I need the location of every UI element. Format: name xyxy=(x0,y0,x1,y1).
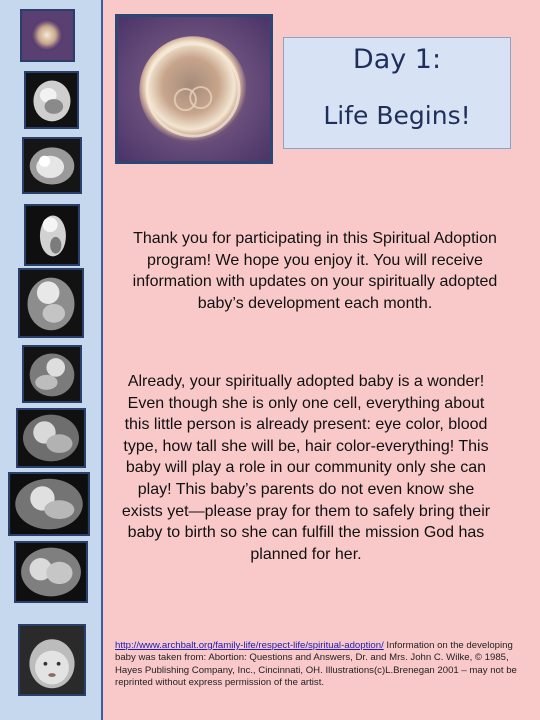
fetus-side-thumbnail xyxy=(8,472,90,536)
credits-text: Information on the developing baby was taken from: Abortion: Questions and Answers, Dr. and Mrs. John C. Wilke, © 1985, Hayes Publishing Company, Inc., Cincinnati, OH. Illustrations(c)L.Brenegan 2001 – may not be reprinted without express permission of the artist. xyxy=(115,640,517,688)
single-cell-thumbnail xyxy=(20,9,75,62)
fetus-curled-thumbnail xyxy=(14,541,88,603)
fetus-thumbnail xyxy=(18,268,84,338)
baby-description-paragraph: Already, your spiritually adopted baby is a wonder! Even though she is only one cell, everything about this little person is already present: eye color, blood type, how tall she will be, hair color-everything! This baby will play a role in our community only she can play! This baby’s parents do not even know she exists yet—please pray for them to safely bring their baby to birth so she can fulfill the mission God has planned for her. xyxy=(121,373,491,563)
sidebar xyxy=(0,0,103,720)
embryo-in-sac-thumbnail xyxy=(22,137,82,194)
fetus-hand-thumbnail xyxy=(22,345,82,403)
newborn-baby-photo xyxy=(18,624,86,696)
archbalt-link[interactable]: http://www.archbalt.org/family-life/respect-life/spiritual-adoption/ xyxy=(115,640,384,651)
single-cell-embryo-image xyxy=(115,14,273,164)
page-subtitle: Life Begins! xyxy=(323,101,471,130)
title-box xyxy=(283,37,511,149)
fetus-sucking-thumb-thumbnail xyxy=(16,408,86,468)
early-embryo-thumbnail xyxy=(24,71,79,129)
source-credits xyxy=(115,640,535,689)
welcome-paragraph: Thank you for participating in this Spiritual Adoption program! We hope you enjoy it. You will receive information with updates on your spiritually adopted baby’s development each month. xyxy=(132,230,498,312)
page-title: Day 1: xyxy=(352,44,442,75)
embryo-thumbnail xyxy=(24,204,80,266)
